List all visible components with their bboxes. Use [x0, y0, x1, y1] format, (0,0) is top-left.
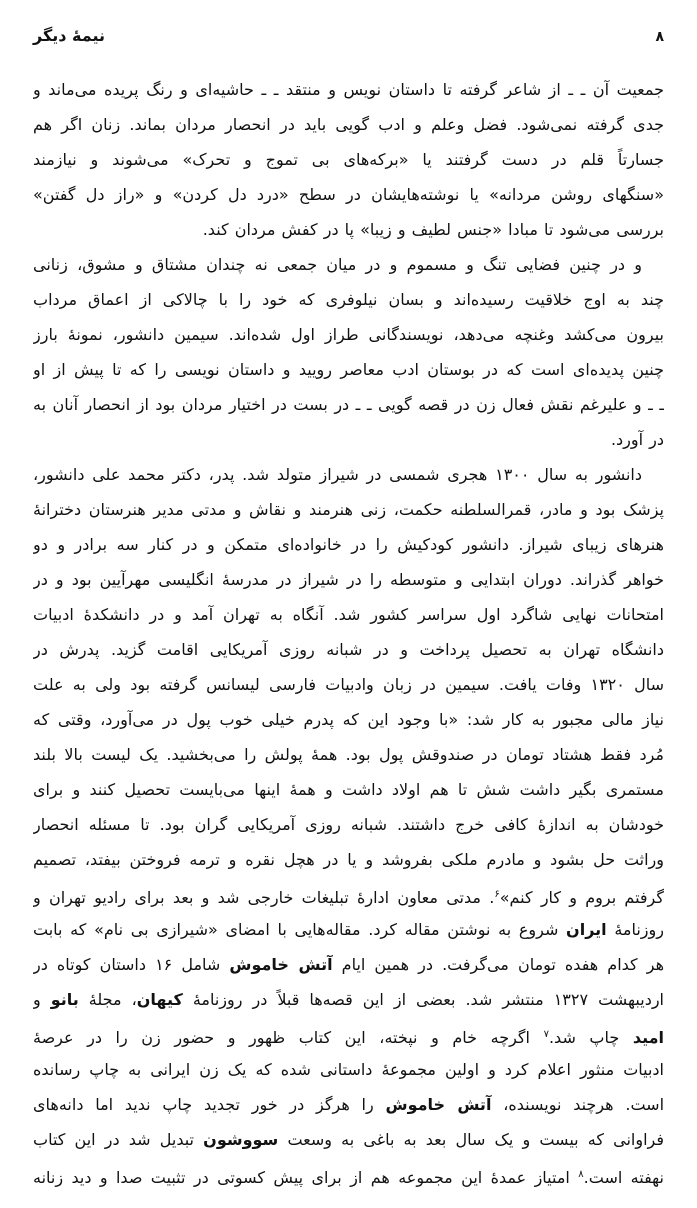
text-line — [33, 877, 664, 912]
book-title: سووشون — [203, 1130, 279, 1149]
text-run: در آورد. — [610, 430, 664, 449]
text-line — [33, 737, 664, 772]
text-line — [33, 1157, 664, 1192]
text-run: و در چنین فضایی تنگ و مسموم و در میان جمعی نه چندان مشتاق و مشوق، زنانی — [33, 255, 642, 274]
page-header — [33, 26, 664, 52]
text-line — [33, 107, 664, 142]
text-line — [33, 177, 664, 212]
text-line — [33, 597, 664, 632]
text-run: است. هرچند نویسنده، — [491, 1095, 664, 1114]
book-title: کیهان — [136, 990, 183, 1009]
text-run: چنین پدیده‌ای است که در بوستان ادب معاصر رویید و داستان نویسی را که تا پیش از او — [33, 360, 664, 379]
book-title: ایران — [566, 920, 607, 939]
text-line — [33, 492, 664, 527]
text-run: هنرهای زیبای شیراز. دانشور کودکیش را در خانواده‌ای متمکن و در کنار سه برادر و دو — [33, 535, 664, 554]
text-run: بیرون می‌کشد وغنچه می‌دهد، نویسندگانی طراز اول شده‌اند. سیمین دانشور، نمونهٔ بارز — [33, 325, 664, 344]
text-line — [33, 247, 664, 282]
text-line — [33, 1087, 664, 1122]
text-line — [33, 282, 664, 317]
text-line — [33, 212, 664, 247]
text-run: روزنامهٔ — [606, 920, 664, 939]
text-run: سال ۱۳۲۰ وفات یافت. سیمین در زبان وادبیات فارسی لیسانس گرفته بود ولی به علت — [33, 675, 664, 694]
text-run: فراوانی که بیست و یک سال بعد به باغی به وسعت — [278, 1130, 664, 1149]
page-number: ۸ — [655, 29, 664, 45]
text-line — [33, 317, 664, 352]
text-line — [33, 772, 664, 807]
text-run: خودشان به اندازهٔ کافی خرج داشتند. شبانه روزی آمریکایی گران بود. تا مسئله انحصار — [33, 815, 664, 834]
text-run: بررسی می‌شود تا مبادا «جنس لطیف و زیبا» پا در کفش مردان کند. — [202, 220, 664, 239]
text-line — [33, 982, 664, 1017]
text-line — [33, 387, 664, 422]
text-run: دانشور به سال ۱۳۰۰ هجری شمسی در شیراز متولد شد. پدر، دکتر محمد علی دانشور، — [33, 465, 643, 484]
text-run: وراثت حل بشود و مادرم ملکی بفروشد و یا در هچل نقره و ترمه فروختن بیفتد، تصمیم — [33, 850, 664, 869]
text-run: مُرد فقط هشتاد تومان در صندوقش پول بود. همهٔ پولش را می‌بخشید. یک لیست بالا بلند — [33, 745, 664, 764]
text-line — [33, 632, 664, 667]
text-run: امتحانات نهایی شاگرد اول سراسر کشور شد. آنگاه به تهران آمد و در دانشکدهٔ ادبیات — [33, 605, 664, 624]
text-run: ادبیات منثور اعلام کرد و اولین مجموعهٔ داستانی شده که یک زن ایرانی به چاپ رسانده — [33, 1060, 664, 1079]
book-title: آتش خاموش — [229, 955, 333, 974]
book-title: آتش خاموش — [385, 1095, 492, 1114]
book-title: بانو — [50, 990, 79, 1009]
text-run: دانشگاه تهران به تحصیل پرداخت و در شبانه روزی آمریکایی اقامت گزید. پدرش در — [33, 640, 664, 659]
text-line — [33, 702, 664, 737]
text-run: چاپ شد. — [548, 1028, 633, 1047]
running-head-title: نیمهٔ دیگر — [33, 26, 106, 45]
text-run: هر کدام هفده تومان می‌گرفت. در همین ایام — [332, 955, 664, 974]
text-run: و — [33, 990, 51, 1009]
text-run: جمعیت آن ـ ـ از شاعر گرفته تا داستان نویس و منتقد ـ ـ حاشیه‌ای و رنگ پریده می‌ماند و — [33, 80, 664, 99]
text-run: چند به اوج خلاقیت رسیده‌اند و بسان نیلوفری که خود را با چالاکی از اعماق مرداب — [33, 290, 664, 309]
footnote-ref: ۸ — [578, 1169, 584, 1180]
footnote-ref: ۷ — [543, 1029, 549, 1040]
text-run: پزشک بود و مادر، قمرالسلطنه حکمت، زنی هنرمند و نقاش و مدتی مدیر هنرستان دخترانهٔ — [33, 500, 664, 519]
text-line — [33, 72, 664, 107]
text-line — [33, 562, 664, 597]
text-line — [33, 842, 664, 877]
text-line — [33, 912, 664, 947]
text-line — [33, 352, 664, 387]
text-line — [33, 527, 664, 562]
text-line — [33, 142, 664, 177]
page-body — [33, 72, 664, 1192]
text-run: گرفتم بروم و کار کنم» — [499, 888, 664, 907]
text-run: اردیبهشت ۱۳۲۷ منتشر شد. بعضی از این قصه‌ها قبلاً در روزنامهٔ — [182, 990, 664, 1009]
text-run: جدی گرفته نمی‌شود. فضل وعلم و ادب گویی باید در انحصار مردان بماند. زنان اگر هم — [33, 115, 664, 134]
text-run: . مدتی معاون ادارهٔ تبلیغات خارجی شد و بعد برای رادیو تهران و — [33, 888, 495, 907]
footnote-ref: ۶ — [494, 889, 500, 900]
text-line — [33, 457, 664, 492]
text-line — [33, 947, 664, 982]
text-run: تبدیل شد در این کتاب — [33, 1130, 204, 1149]
text-run: نیاز مالی مجبور به کار شد: «با وجود این که پدرم خیلی خوب پول در می‌آورد، وقتی که — [33, 710, 664, 729]
text-run: جسارتاً قلم در دست گرفتند یا «برکه‌های بی تموج و تحرک» می‌شوند و نیازمند — [33, 150, 664, 169]
text-line — [33, 1017, 664, 1052]
text-run: مستمری بگیر داشت شش تا هم اولاد داشت و همهٔ اینها می‌بایست تحصیل کنند و برای — [33, 780, 664, 799]
text-line — [33, 1052, 664, 1087]
text-line — [33, 422, 664, 457]
text-line — [33, 1122, 664, 1157]
text-line — [33, 667, 664, 702]
book-title: امید — [632, 1028, 664, 1047]
text-run: اگرچه خام و نپخته، این کتاب ظهور و حضور زن را در عرصهٔ — [33, 1028, 544, 1047]
text-run: «سنگهای روشن مردانه» یا نوشته‌هایشان در سطح «درد دل کردن» و «راز دل گفتن» — [33, 185, 664, 204]
text-line — [33, 807, 664, 842]
text-run: ـ ـ و علیرغم نقش فعال زن در قصه گویی ـ ـ در بست در اختیار مردان بود از انحصار آنان به — [33, 395, 664, 414]
text-run: خواهر گذراند. دوران ابتدایی و متوسطه را در شیراز در مدرسهٔ انگلیسی مهرآیین بود و در — [33, 570, 664, 589]
text-run: امتیاز عمدهٔ این مجموعه هم از برای پیش کسوتی در تثبیت صدا و دید زنانه — [33, 1168, 579, 1187]
text-run: ، مجلهٔ — [78, 990, 137, 1009]
text-run: را هرگز در خور تجدید چاپ ندید اما دانه‌های — [33, 1095, 386, 1114]
text-run: نهفته است. — [583, 1168, 664, 1187]
text-run: شامل ۱۶ داستان کوتاه در — [33, 955, 230, 974]
text-run: شروع به نوشتن مقاله کرد. مقاله‌هایی با امضای «شیرازی بی نام» که بابت — [33, 920, 567, 939]
